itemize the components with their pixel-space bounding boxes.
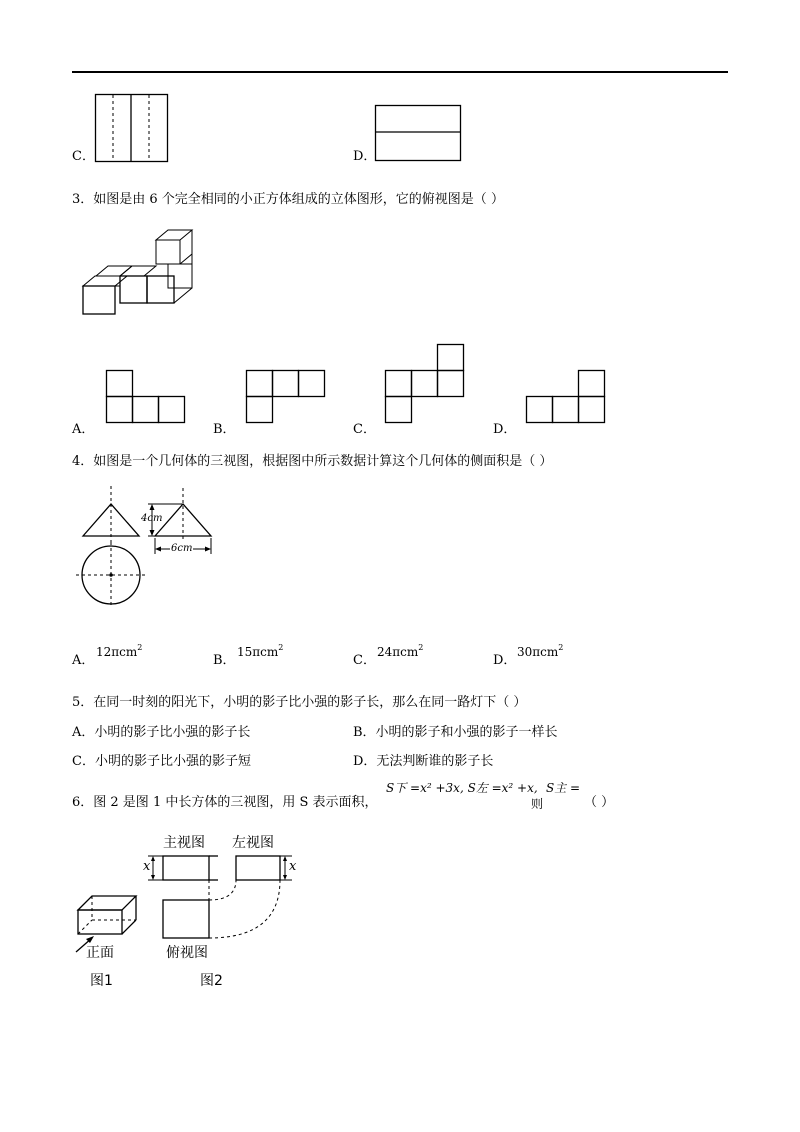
q2-option-c-figure <box>95 94 170 164</box>
header-rule <box>72 71 728 73</box>
q5-option-c: C．小明的影子比小强的影子短 <box>72 754 251 769</box>
q3-option-a-label: A． <box>72 422 95 437</box>
q3-option-d-figure <box>526 370 608 426</box>
q6-x-label-front: x <box>143 859 151 874</box>
q2-option-d-label: D． <box>353 149 377 164</box>
q5-question-text: 5．在同一时刻的阳光下，小明的影子比小强的影子长，那么在同一路灯下（ ） <box>72 695 527 710</box>
q6-main-view-label: 主视图 <box>163 835 205 851</box>
q6-fig1-caption: 图1 <box>90 973 113 989</box>
q6-three-view-figure <box>70 848 310 961</box>
q6-question-text: 6．图 2 是图 1 中长方体的三视图，用 S 表示面积， <box>72 795 378 810</box>
q5-option-d: D．无法判断谁的影子长 <box>353 754 494 769</box>
q5-option-b: B．小明的影子和小强的影子一样长 <box>353 725 558 740</box>
q6-front-label: 正面 <box>86 945 114 961</box>
q4-option-d-value: 30πcm$^2$ <box>517 643 564 659</box>
q3-option-b-figure <box>246 370 328 426</box>
q3-question-text: 3．如图是由 6 个完全相同的小正方体组成的立体图形，它的俯视图是（ ） <box>72 192 504 207</box>
q3-solid-figure <box>78 228 198 318</box>
q6-x-label-left: x <box>289 859 297 874</box>
q4-width-label: 6cm <box>171 543 193 554</box>
q6-then: 则 <box>531 797 544 811</box>
q6-left-view-label: 左视图 <box>232 835 274 851</box>
q4-option-a-value: 12πcm$^2$ <box>96 643 143 659</box>
q6-answer-paren: （ ） <box>584 795 615 810</box>
q3-option-d-label: D． <box>493 422 517 437</box>
q4-option-b-label: B． <box>213 653 236 668</box>
q4-option-c-value: 24πcm$^2$ <box>377 643 424 659</box>
q6-formula: S下 =x² +3x, S左 =x² +x, <box>386 781 538 795</box>
q4-option-a-label: A． <box>72 653 95 668</box>
q3-option-a-figure <box>106 370 188 426</box>
q6-fig2-caption: 图2 <box>200 973 223 989</box>
q6-s-main: S主 = <box>546 781 581 795</box>
q4-option-c-label: C． <box>353 653 376 668</box>
q4-question-text: 4．如图是一个几何体的三视图，根据图中所示数据计算这个几何体的侧面积是（ ） <box>72 454 553 469</box>
q3-option-c-figure <box>385 344 467 426</box>
q2-option-c-label: C． <box>72 149 95 164</box>
q5-option-a: A．小明的影子比小强的影子长 <box>72 725 251 740</box>
q4-option-d-label: D． <box>493 653 517 668</box>
q4-three-view-figure <box>74 482 224 612</box>
q2-option-d-figure <box>375 105 463 163</box>
q6-top-view-label: 俯视图 <box>166 945 208 961</box>
q3-option-b-label: B． <box>213 422 236 437</box>
q4-option-b-value: 15πcm$^2$ <box>237 643 284 659</box>
q3-option-c-label: C． <box>353 422 376 437</box>
q4-height-label: 4cm <box>141 513 163 524</box>
